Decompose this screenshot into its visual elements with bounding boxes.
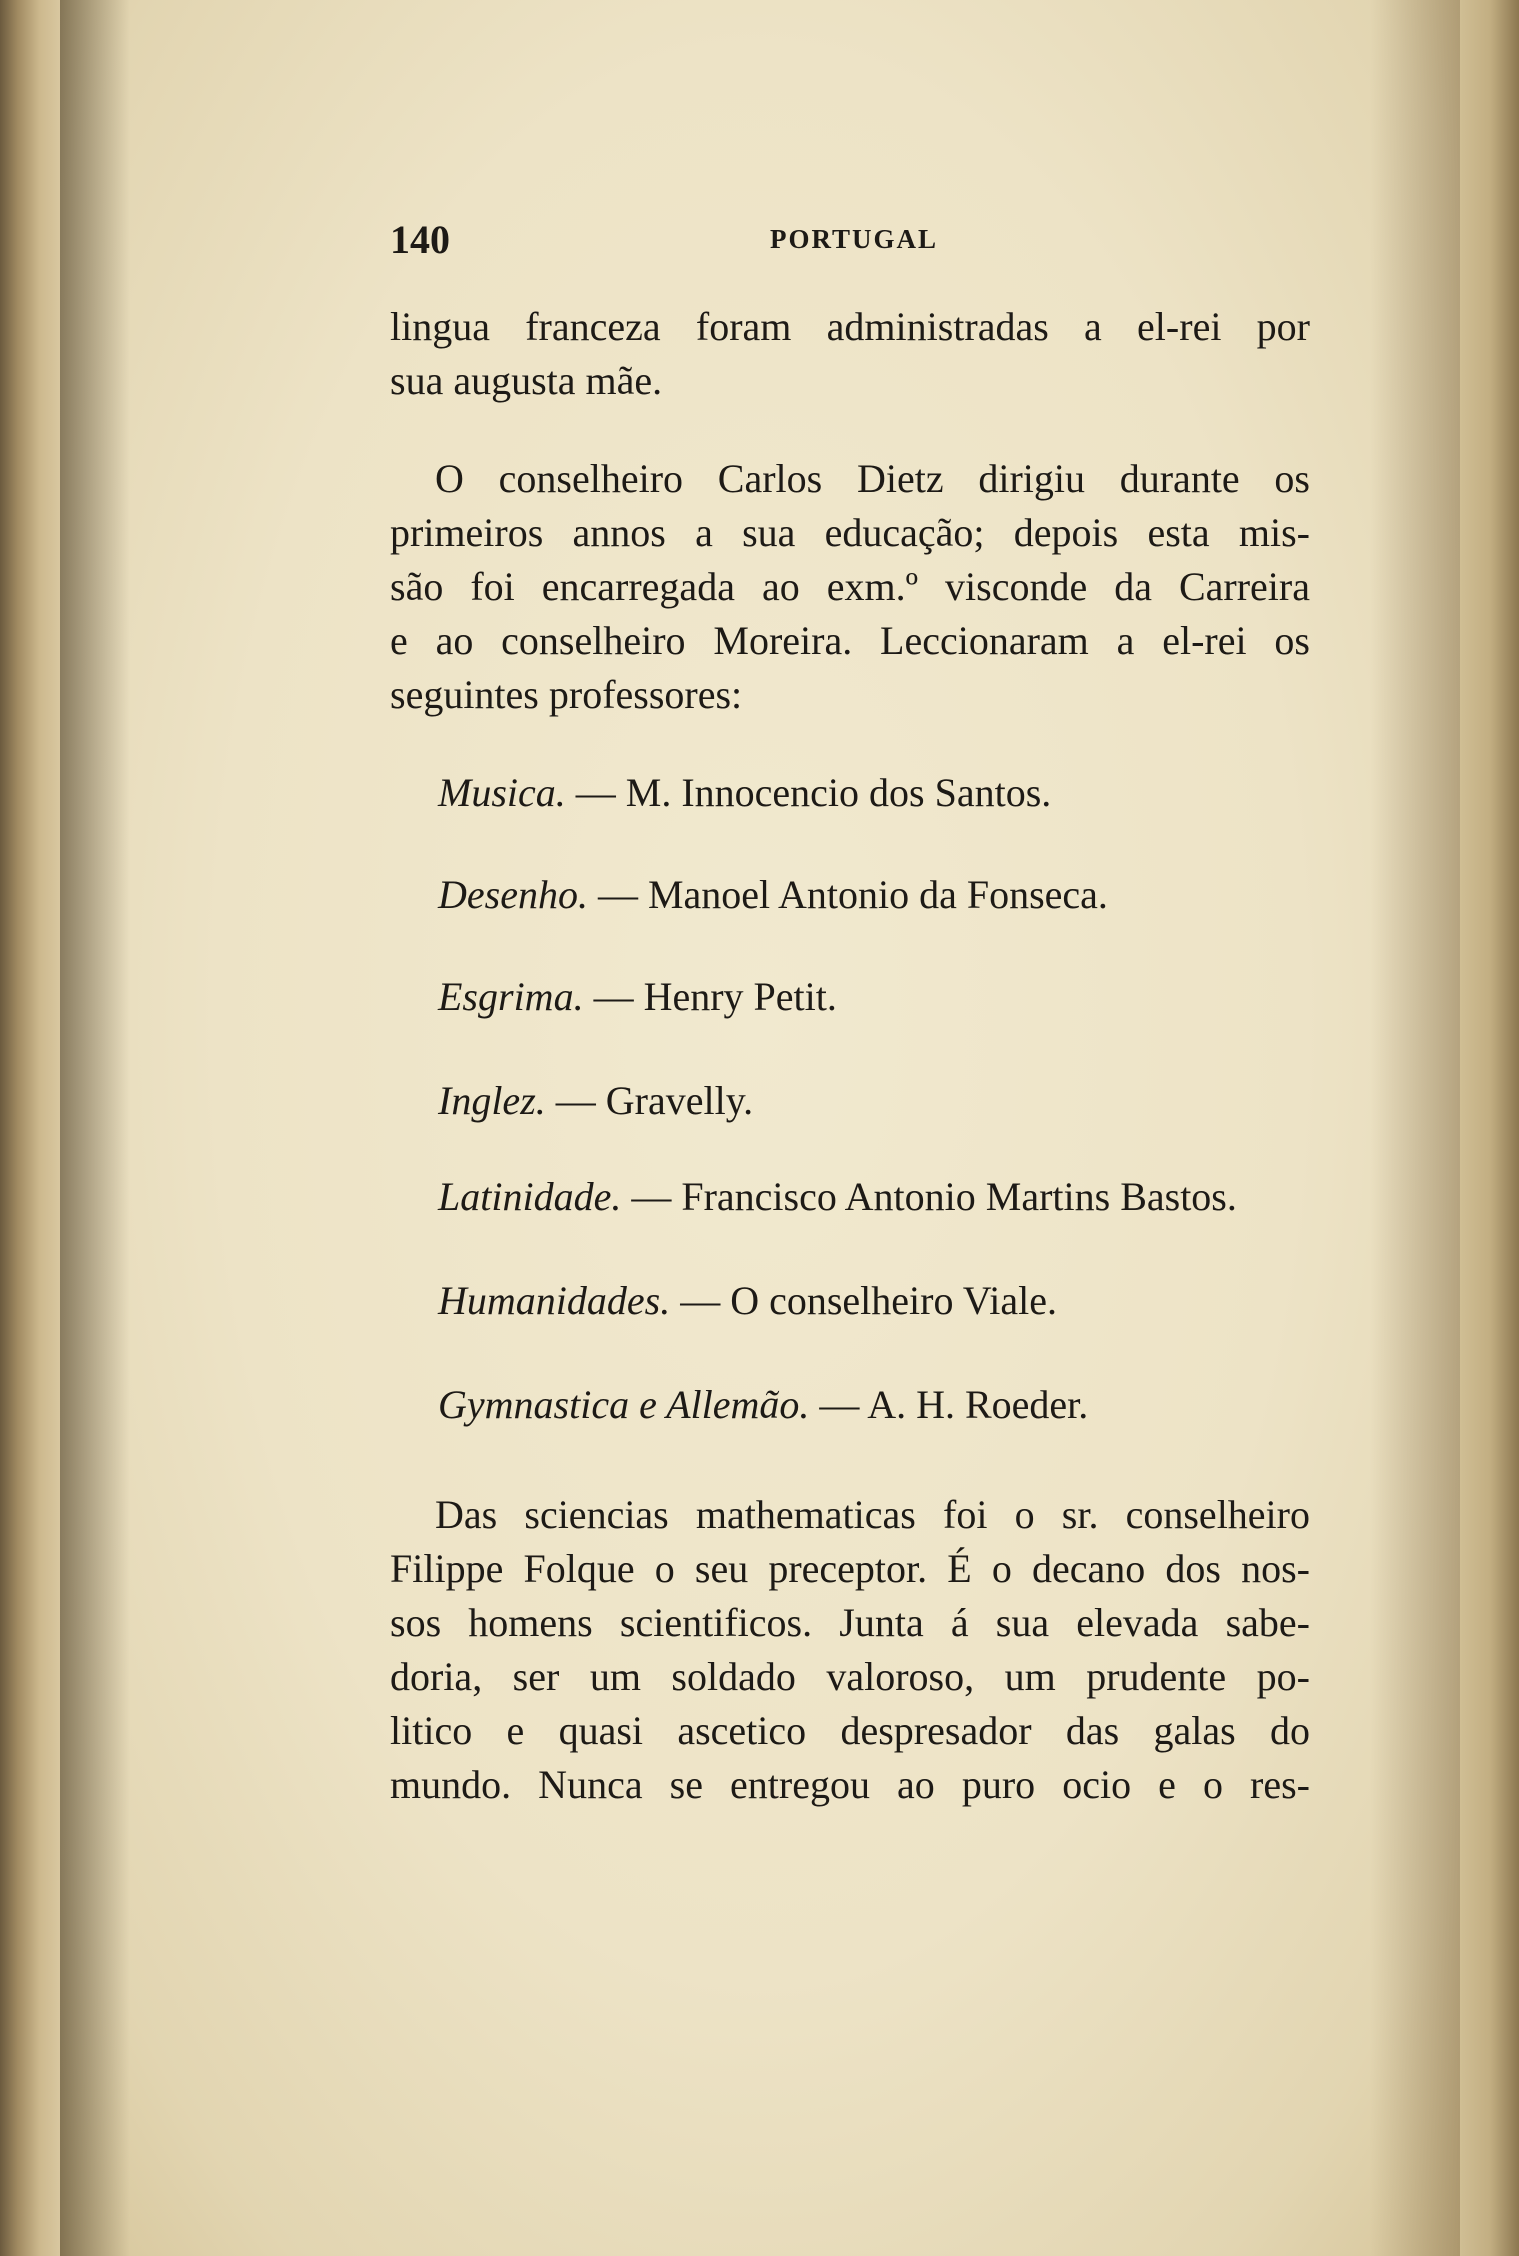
- dash: —: [621, 1174, 682, 1219]
- dash: —: [587, 872, 648, 917]
- teacher-entry: [438, 1378, 1318, 1432]
- teacher-entry: [438, 1074, 1318, 1128]
- teacher-name: O conselheiro Viale.: [730, 1278, 1057, 1323]
- paragraph-1: [390, 300, 1310, 408]
- text-line: mundo. Nunca se entregou ao puro ocio e o res-: [390, 1762, 1310, 1807]
- dash: —: [545, 1078, 606, 1123]
- text-line: sua augusta mãe.: [390, 358, 663, 403]
- spine-shadow: [60, 0, 130, 2256]
- teacher-name: A. H. Roeder.: [867, 1382, 1089, 1427]
- text-line: seguintes professores:: [390, 672, 743, 717]
- subject-label: Gymnastica e Allemão.: [438, 1382, 810, 1427]
- paragraph-3: [390, 1488, 1310, 1812]
- subject-label: Desenho.: [438, 872, 588, 917]
- teacher-entry: [438, 868, 1318, 922]
- dash: —: [809, 1382, 868, 1427]
- subject-label: Esgrima.: [438, 974, 584, 1019]
- text-line: litico e quasi ascetico despresador das galas do: [390, 1708, 1310, 1753]
- teacher-name: Francisco Antonio Martins Bastos.: [681, 1174, 1237, 1219]
- subject-label: Latinidade.: [438, 1174, 622, 1219]
- dash: —: [583, 974, 644, 1019]
- text-line: sos homens scientificos. Junta á sua elevada sabe-: [390, 1600, 1310, 1645]
- paragraph-2: [390, 452, 1310, 722]
- teacher-name: Henry Petit.: [643, 974, 837, 1019]
- subject-label: Humanidades.: [438, 1278, 671, 1323]
- teacher-name: M. Innocencio dos Santos.: [625, 770, 1052, 815]
- teacher-entry: [438, 1274, 1318, 1328]
- subject-label: Inglez.: [438, 1078, 546, 1123]
- dash: —: [670, 1278, 731, 1323]
- teacher-name: Manoel Antonio da Fonseca.: [647, 872, 1108, 917]
- text-line: doria, ser um soldado valoroso, um prudente po-: [390, 1654, 1310, 1699]
- text-line: Das sciencias mathematicas foi o sr. conselheiro: [435, 1492, 1310, 1537]
- text-line: O conselheiro Carlos Dietz dirigiu durante os: [435, 456, 1310, 501]
- text-line: são foi encarregada ao exm.º visconde da Carreira: [390, 564, 1310, 609]
- running-head: PORTUGAL: [770, 224, 939, 254]
- text-line: lingua franceza foram administradas a el-rei por: [390, 304, 1310, 349]
- page-header: [390, 216, 1315, 266]
- page-number: 140: [390, 217, 450, 262]
- teacher-entry: [438, 1170, 1318, 1224]
- dash: —: [565, 770, 626, 815]
- subject-label: Musica.: [438, 770, 566, 815]
- text-line: Filippe Folque o seu preceptor. É o decano dos nos-: [390, 1546, 1310, 1591]
- teacher-name: Gravelly.: [605, 1078, 754, 1123]
- teacher-entry: [438, 766, 1318, 820]
- page-edge-shadow: [1370, 0, 1460, 2256]
- text-line: e ao conselheiro Moreira. Leccionaram a el-rei os: [390, 618, 1310, 663]
- text-line: primeiros annos a sua educação; depois esta mis-: [390, 510, 1310, 555]
- teacher-entry: [438, 970, 1318, 1024]
